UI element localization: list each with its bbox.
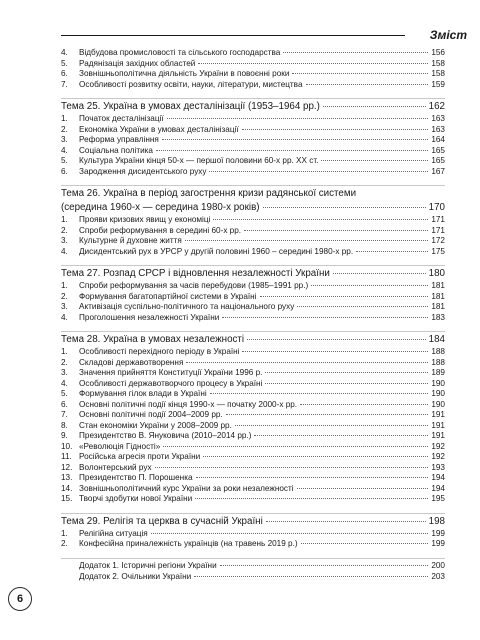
toc-entry-title: Президентство В. Януковича (2010–2014 рр.) (79, 431, 252, 440)
toc-entry[interactable] (61, 368, 445, 379)
toc-entry[interactable] (61, 410, 445, 421)
toc-entry[interactable] (61, 69, 445, 80)
header-title: Зміст (429, 28, 467, 42)
toc-entry-title: Зовнішньополітичний курс України за роки незалежності (79, 483, 294, 493)
dot-leader (301, 543, 429, 544)
topic-page: 162 (428, 101, 445, 112)
section-gap (61, 323, 445, 330)
toc-entry-number: 2. (61, 539, 68, 548)
toc-entry-title: Російська агресія проти України (79, 452, 201, 461)
toc-entry-label (61, 69, 290, 80)
toc-entry-number: 4. (61, 48, 68, 57)
toc-entry-title: Формування гілок влади в Україні (79, 389, 207, 398)
toc-entry-title: Культура України кінця 50-х — першої половини 60-х рр. ХХ ст. (79, 156, 319, 165)
dot-leader (242, 351, 428, 352)
toc-entry-number: 6. (61, 399, 68, 409)
toc-entry-page: 193 (431, 462, 445, 472)
dot-leader (263, 207, 426, 208)
toc-entry-page: 165 (431, 145, 445, 155)
toc-entry-page: 191 (431, 431, 445, 440)
toc-entry[interactable] (61, 379, 445, 390)
toc-entry-page: 172 (431, 236, 445, 245)
toc-entry-label (61, 368, 263, 379)
toc-entry-label (61, 399, 298, 411)
toc-entry-label (61, 389, 207, 400)
topic-page: 180 (428, 268, 445, 279)
toc-entry-title: Значення прийняття Конституції України 1996 р. (79, 368, 263, 377)
toc-entry-label (61, 347, 240, 358)
toc-entry-label (61, 225, 242, 237)
dot-leader (283, 52, 428, 53)
toc-entry-page: 199 (431, 528, 445, 538)
topic-heading[interactable] (61, 187, 445, 201)
toc-entry-page: 194 (431, 473, 445, 482)
toc-entry-page: 181 (431, 281, 445, 290)
topic-title: Тема 29. Релігія та церква в сучасній Україні (61, 515, 263, 527)
toc-entry-page: 165 (431, 156, 445, 165)
toc-entry-number: 14. (61, 483, 73, 493)
toc-entry-label (61, 281, 309, 292)
dot-leader (244, 230, 428, 231)
toc-entry-title: Спроби реформування за часів перебудови (1985–1991 рр.) (79, 281, 309, 290)
toc-entry-page: 171 (431, 215, 445, 224)
toc-entry[interactable] (61, 473, 445, 484)
dot-leader (213, 219, 428, 220)
dot-leader (292, 73, 428, 74)
dot-leader (254, 435, 428, 436)
toc-entry[interactable] (61, 463, 445, 474)
dot-leader (247, 339, 426, 340)
toc-entry-title: Формування багатопартійної системи в Україні (79, 291, 257, 301)
toc-entry[interactable] (61, 313, 445, 324)
toc-entry[interactable] (61, 484, 445, 495)
toc-entry[interactable] (61, 358, 445, 369)
toc-entry-title: Волонтерський рух (79, 462, 152, 472)
toc-entry-label (61, 441, 161, 453)
toc-entry[interactable] (61, 389, 445, 400)
topic-title: Тема 27. Розпад СРСР і відновлення незалежності України (61, 268, 330, 279)
topic-page: 170 (428, 202, 445, 213)
toc-entry[interactable] (61, 302, 445, 313)
toc-entry-page: 167 (431, 166, 445, 176)
toc-entry-label (61, 528, 148, 540)
dot-leader (210, 393, 429, 394)
toc-entry-label (79, 560, 217, 572)
toc-entry[interactable] (61, 421, 445, 432)
dot-leader (163, 446, 428, 447)
topic-heading[interactable] (61, 267, 445, 281)
toc-entry-title: Стан економіки України у 2008–2009 рр. (79, 420, 232, 430)
toc-entry-label (61, 302, 295, 313)
page-header (61, 0, 467, 41)
toc-entry[interactable] (61, 247, 445, 258)
toc-entry-title: Особливості розвитку освіти, науки, літератури, мистецтва (79, 79, 303, 89)
toc-entry-label (61, 312, 220, 324)
dot-leader (260, 296, 429, 297)
section-gap (61, 257, 445, 264)
toc-entry-label (61, 378, 263, 390)
dot-leader (266, 521, 426, 522)
toc-entry-label (61, 79, 303, 91)
toc-entry-label (61, 539, 298, 550)
dot-leader (196, 477, 429, 478)
dot-leader (235, 425, 429, 426)
dot-leader (356, 251, 428, 252)
toc-entry-label (61, 114, 164, 125)
toc-entry[interactable] (61, 452, 445, 463)
toc-entry-label (61, 58, 196, 70)
toc-entry-title: Початок десталінізації (79, 114, 164, 123)
dot-leader (167, 118, 429, 119)
toc-entry-page: 190 (431, 399, 445, 409)
toc-entry-label (61, 215, 211, 226)
toc-entry-title: Основні політичні події 2004–2009 рр. (79, 410, 223, 419)
toc-entry-number: 7. (61, 410, 68, 419)
dot-leader (209, 171, 428, 172)
toc-entry-page: 158 (431, 58, 445, 68)
toc-entry[interactable] (61, 494, 445, 505)
toc-entry-number: 15. (61, 494, 73, 503)
toc-entry-page: 200 (431, 560, 445, 570)
appendix-entry[interactable] (61, 560, 445, 572)
toc-entry-number: 5. (61, 58, 68, 68)
toc-entry[interactable] (61, 236, 445, 247)
toc-entry-page: 195 (431, 494, 445, 503)
toc-entry-number: 11. (61, 452, 72, 461)
section-gap (61, 505, 445, 512)
toc-entry-number: 3. (61, 236, 68, 245)
toc-entry[interactable] (61, 431, 445, 442)
toc-entry-title: Прояви кризових явищ у економіці (79, 215, 211, 224)
toc-entry[interactable] (61, 156, 445, 167)
toc-entry-number: 4. (61, 378, 68, 388)
toc-entry-label (61, 236, 182, 247)
section-divider (61, 265, 445, 266)
dot-leader (311, 285, 428, 286)
section-gap (61, 90, 445, 97)
toc-entry-label (61, 473, 193, 484)
toc-entry-page: 158 (431, 69, 445, 78)
dot-leader (195, 498, 428, 499)
toc-entry[interactable] (61, 80, 445, 91)
toc-entry-title: Реформа управління (79, 135, 159, 144)
toc-entry-title: Творчі здобутки нової України (79, 494, 193, 503)
toc-entry-title: Складові державотворення (79, 357, 184, 367)
toc-entry-page: 181 (431, 291, 445, 301)
dot-leader (194, 576, 428, 577)
topic-title: (середина 1960-х — середина 1980-х років) (61, 202, 260, 213)
toc-entry-number: 4. (61, 145, 68, 155)
toc-entry-number: 8. (61, 420, 68, 430)
page-number-badge (8, 587, 32, 611)
toc-entry-page: 192 (431, 452, 445, 461)
toc-entry-page: 159 (431, 79, 445, 89)
section-divider (61, 331, 445, 332)
toc-entry-title: Соціальна політика (79, 145, 153, 155)
toc-entry-label (61, 357, 184, 369)
toc-entry-title: Зовнішньополітична діяльність України в повоєнні роки (79, 69, 290, 78)
dot-leader (333, 273, 426, 274)
dot-leader (297, 306, 428, 307)
toc-entry-page: 188 (431, 347, 445, 356)
toc-entry[interactable] (61, 146, 445, 157)
toc-entry-label (61, 166, 207, 178)
dot-leader (220, 565, 429, 566)
section-gap (61, 550, 445, 557)
toc-entry[interactable] (61, 442, 445, 453)
section-divider (61, 513, 445, 514)
toc-entry-page: 188 (431, 357, 445, 367)
toc-entry[interactable] (61, 125, 445, 136)
toc-entry[interactable] (61, 347, 445, 358)
toc-entry-title: Додаток 1. Історичні регіони України (79, 560, 217, 570)
toc-entry-label (79, 571, 191, 583)
dot-leader (242, 129, 429, 130)
appendix-entry[interactable] (61, 571, 445, 583)
toc-entry-label (61, 452, 201, 463)
topic-title: Тема 28. Україна в умовах незалежності (61, 334, 245, 345)
toc-entry-number: 12. (61, 462, 73, 472)
topic-title: Тема 26. Україна в період загострення кризи радянської системи (61, 188, 357, 199)
topic-heading[interactable] (61, 201, 445, 215)
dot-leader (297, 488, 429, 489)
toc-entry[interactable] (61, 48, 445, 59)
toc-entry-title: Особливості державотворчого процесу в Україні (79, 378, 263, 388)
toc-entry-number: 9. (61, 431, 68, 440)
toc-entry[interactable] (61, 135, 445, 146)
toc-entry-number: 6. (61, 166, 68, 176)
toc-entry-number: 1. (61, 114, 68, 123)
toc-entry-label (61, 410, 223, 421)
topic-heading[interactable] (61, 100, 445, 114)
dot-leader (222, 317, 428, 318)
toc-entry-title: Активізація суспільно-політичного та національного руху (79, 302, 295, 311)
dot-leader (151, 533, 429, 534)
toc-entry-title: Економіка України в умовах десталінізації (79, 124, 239, 134)
toc-entry-page: 183 (431, 312, 445, 322)
page-number: 6 (16, 593, 24, 605)
dot-leader (155, 467, 429, 468)
dot-leader (323, 106, 426, 107)
toc-entry-number: 1. (61, 528, 68, 538)
topic-page: 184 (428, 334, 445, 345)
toc-entry-title: «Революція Гідності» (79, 441, 161, 451)
toc-entry-title: Культурне й духовне життя (79, 236, 182, 245)
toc-entry-page: 156 (431, 48, 445, 57)
toc-entry[interactable] (61, 114, 445, 125)
topic-title: Тема 25. Україна в умовах десталінізації (1953–1964 рр.) (61, 101, 320, 112)
topic-heading[interactable] (61, 333, 445, 347)
toc-entry-label (61, 156, 319, 167)
dot-leader (321, 160, 428, 161)
toc-entry-title: Президентство П. Порошенка (79, 473, 193, 482)
toc-entry-page: 181 (431, 302, 445, 311)
dot-leader (198, 63, 428, 64)
toc-entry-page: 189 (431, 368, 445, 377)
topic-heading[interactable] (61, 515, 445, 529)
toc-entry-title: Проголошення незалежності України (79, 312, 220, 322)
toc-entry-number: 2. (61, 225, 68, 235)
toc-entry[interactable] (61, 167, 445, 178)
toc-entry-number: 3. (61, 302, 68, 311)
toc-entry-title: Релігійна ситуація (79, 528, 148, 538)
toc-entry-page: 199 (431, 539, 445, 548)
toc-entry-title: Спроби реформування в середині 60-х рр. (79, 225, 242, 235)
toc-entry[interactable] (61, 529, 445, 540)
toc-entry-page: 175 (431, 246, 445, 256)
toc-entry-label (61, 48, 281, 59)
topic-page: 198 (428, 515, 445, 527)
section-divider (61, 98, 445, 99)
dot-leader (265, 372, 428, 373)
dot-leader (156, 150, 428, 151)
dot-leader (265, 383, 428, 384)
toc-entry-label (61, 246, 354, 258)
toc-entry-title: Конфесійна приналежність українців (на травень 2019 р.) (79, 539, 298, 548)
toc-entry-number: 1. (61, 347, 68, 356)
section-gap (61, 177, 445, 184)
toc-entry-title: Зародження дисидентського руху (79, 166, 207, 176)
toc-entry-number: 6. (61, 69, 68, 78)
toc-entry-number: 1. (61, 281, 68, 290)
toc-entry[interactable] (61, 215, 445, 226)
toc-entry-label (61, 483, 294, 495)
dot-leader (203, 456, 428, 457)
toc-entry-label (61, 124, 239, 136)
toc-entry-label (61, 145, 153, 157)
toc-entry-page: 191 (431, 420, 445, 430)
toc-entry-label (61, 431, 252, 442)
toc-entry-title: Особливості перехідного періоду в Україні (79, 347, 240, 356)
toc-entry-number: 7. (61, 79, 68, 89)
toc-entry-page: 191 (431, 410, 445, 419)
dot-leader (162, 139, 429, 140)
toc-entry[interactable] (61, 281, 445, 292)
toc-entry-number: 1. (61, 215, 68, 224)
toc-entry-page: 163 (431, 114, 445, 123)
toc-entry-page: 164 (431, 135, 445, 144)
toc-entry-title: Відбудова промисловості та сільського господарства (79, 48, 281, 57)
toc-entry-page: 190 (431, 389, 445, 398)
toc-entry-number: 5. (61, 156, 68, 165)
toc-entry-number: 3. (61, 368, 68, 377)
toc-entry-number: 3. (61, 135, 68, 144)
toc-entry-number: 5. (61, 389, 68, 398)
toc-entry-title: Дисидентський рух в УРСР у другій половині 1960 – середині 1980-х рр. (79, 246, 354, 256)
toc-entry-page: 192 (431, 441, 445, 451)
dot-leader (185, 240, 429, 241)
toc-entry-number: 2. (61, 357, 68, 367)
toc-entry-number: 10. (61, 441, 73, 451)
toc-entry[interactable] (61, 292, 445, 303)
toc-entry-title: Основні політичні події кінця 1990-х — початку 2000-х рр. (79, 399, 298, 409)
toc-entry-label (61, 462, 152, 474)
toc-entry-label (61, 135, 159, 146)
section-divider (61, 558, 445, 559)
toc-entry[interactable] (61, 539, 445, 550)
dot-leader (306, 84, 429, 85)
toc-entry-title: Радянізація західних областей (79, 58, 196, 68)
header-rule (61, 35, 405, 36)
dot-leader (226, 414, 429, 415)
toc-entry-label (61, 494, 193, 505)
toc-entry-page: 203 (431, 572, 445, 581)
toc-entry-page: 194 (431, 483, 445, 493)
table-of-contents (61, 48, 445, 583)
toc-entry-number: 2. (61, 291, 68, 301)
toc-entry-number: 2. (61, 124, 68, 134)
section-divider (61, 185, 445, 186)
toc-entry-title: Додаток 2. Очільники України (79, 572, 192, 581)
toc-entry-number: 4. (61, 312, 68, 322)
toc-entry-label (61, 420, 232, 432)
toc-entry-page: 163 (431, 124, 445, 134)
toc-entry-page: 171 (431, 225, 445, 235)
toc-entry-label (61, 291, 257, 303)
toc-entry[interactable] (61, 59, 445, 70)
toc-entry-page: 190 (431, 378, 445, 388)
dot-leader (300, 404, 428, 405)
toc-entry[interactable] (61, 226, 445, 237)
dot-leader (186, 362, 428, 363)
toc-entry-number: 4. (61, 246, 68, 256)
toc-entry-number: 13. (61, 473, 73, 482)
toc-entry[interactable] (61, 400, 445, 411)
